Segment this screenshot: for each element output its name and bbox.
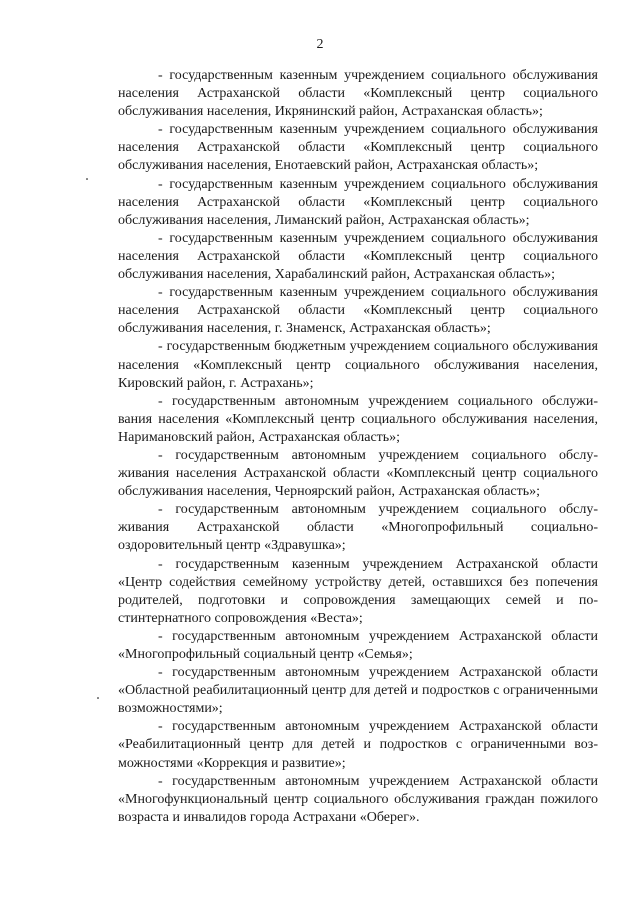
- list-item: - государственным казенным учреждением Астраханской области «Центр содействия семейному устройству детей, оставшихся без попечения родителей, подготовки и сопровождения замещающих семей и постинтернатного сопровождения «Веста»;: [118, 556, 598, 626]
- list-item: - государственным автономным учреждением Астраханской области «Многофункциональный центр социального обслуживания граждан пожилого возраста и инвалидов города Астрахани «Оберег».: [118, 773, 598, 825]
- scan-speck: [97, 697, 99, 699]
- list-item: - государственным автономным учреждением Астраханской области «Реабилитационный центр для детей и подростков с ограниченными возможностями «Коррекция и развитие»;: [118, 719, 598, 771]
- list-item: - государственным автономным учреждением социального обслуживания населения Астраханской области «Комплексный центр социального обслуживания населения, Черноярский район, Астраханская область»;: [118, 447, 598, 500]
- list-item: - государственным казенным учреждением социального обслуживания населения Астраханской области «Комплексный центр социального обслуживания населения, г. Знаменск, Астраханская область»;: [118, 285, 598, 337]
- list-item: - государственным автономным учреждением социального обслуживания населения «Комплексный центр социального обслуживания населения, Наримановский район, Астраханская область»;: [118, 393, 598, 445]
- list-item: - государственным автономным учреждением социального обслуживания Астраханской области «Многопрофильный социально-оздоровительный центр «Здравушка»;: [118, 502, 598, 554]
- list-item: - государственным казенным учреждением социального обслуживания населения Астраханской области «Комплексный центр социального обслуживания населения, Енотаевский район, Астраханская область»;: [118, 122, 598, 174]
- page-number: 2: [316, 37, 324, 52]
- list-item: - государственным автономным учреждением Астраханской области «Областной реабилитационный центр для детей и подростков с ограниченными возможностями»;: [118, 665, 598, 717]
- list-item: - государственным автономным учреждением Астраханской области «Многопрофильный социальный центр «Семья»;: [118, 628, 598, 662]
- list-item: - государственным казенным учреждением социального обслуживания населения Астраханской области «Комплексный центр социального обслуживания населения, Икрянинский район, Астраханская область»;: [118, 68, 598, 120]
- institution-list: [118, 67, 598, 827]
- scan-speck: [86, 178, 88, 180]
- list-item: - государственным казенным учреждением социального обслуживания населения Астраханской области «Комплексный центр социального обслуживания населения, Харабалинский район, Астраханская область»;: [118, 230, 598, 283]
- list-item: - государственным казенным учреждением социального обслуживания населения Астраханской области «Комплексный центр социального обслуживания населения, Лиманский район, Астраханская область»;: [118, 176, 598, 228]
- list-item: - государственным бюджетным учреждением социального обслуживания населения «Комплексный центр социального обслуживания населения, Кировский район, г. Астрахань»;: [118, 339, 598, 391]
